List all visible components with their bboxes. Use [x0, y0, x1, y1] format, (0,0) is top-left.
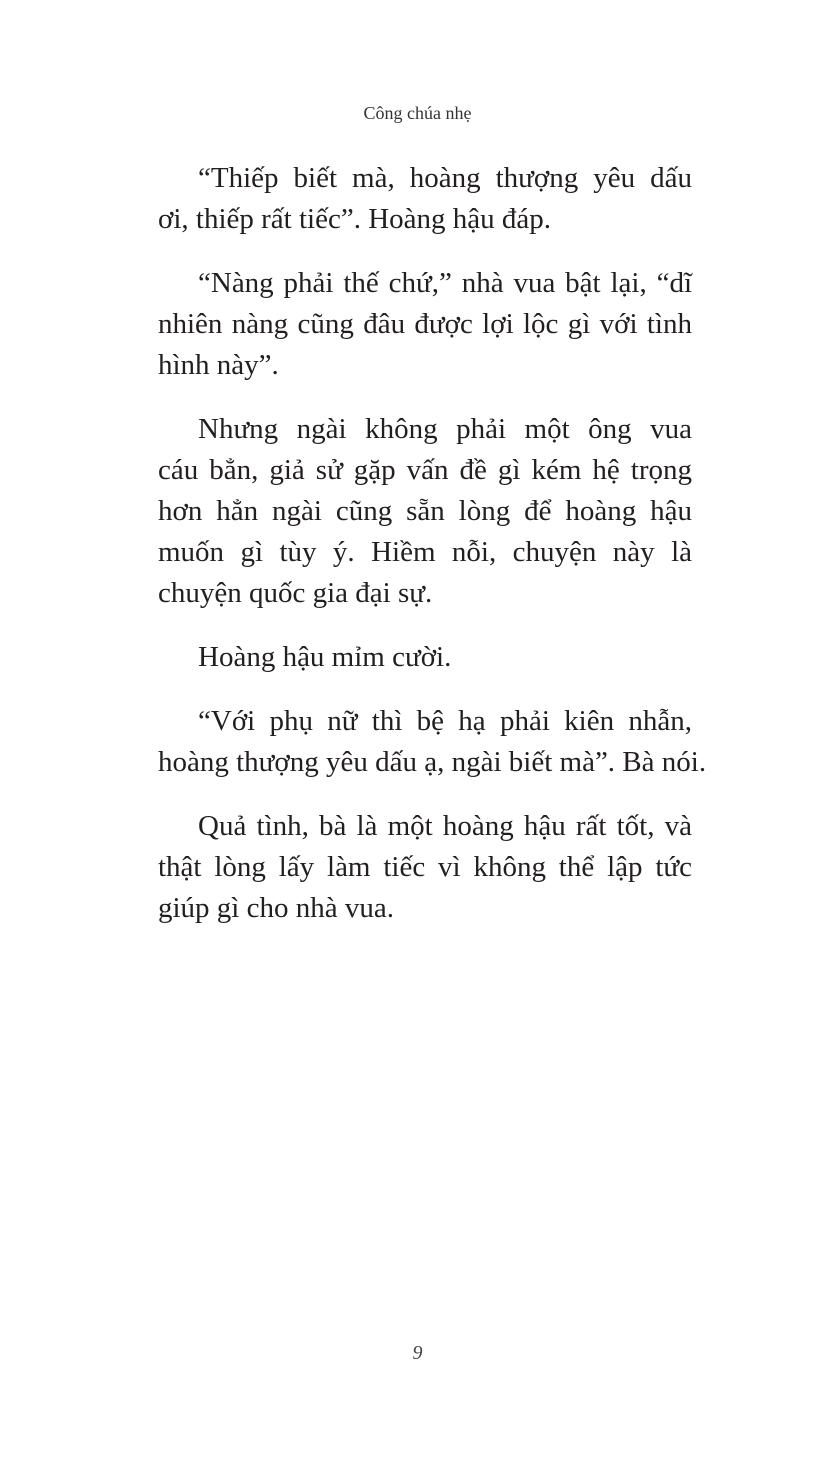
paragraph — [158, 806, 692, 929]
text-line: cáu bẳn, giả sử gặp vấn đề gì kém hệ trọng — [158, 454, 692, 486]
text-line: ơi, thiếp rất tiếc”. Hoàng hậu đáp. — [158, 203, 552, 235]
text-line: hình này”. — [158, 349, 279, 381]
text-line: thật lòng lấy làm tiếc vì không thể lập tức — [158, 851, 692, 883]
running-header: Công chúa nhẹ — [363, 103, 472, 123]
paragraph — [158, 637, 692, 678]
text-line: chuyện quốc gia đại sự. — [158, 577, 433, 609]
paragraph — [158, 263, 692, 386]
text-line: giúp gì cho nhà vua. — [158, 892, 394, 924]
text-line: Hoàng hậu mỉm cười. — [198, 641, 452, 673]
paragraph — [158, 409, 692, 614]
text-line: hơn hẳn ngài cũng sẵn lòng để hoàng hậu — [158, 495, 692, 527]
text-line: muốn gì tùy ý. Hiềm nỗi, chuyện này là — [158, 536, 692, 568]
page-body — [158, 158, 707, 952]
text-line: “Nàng phải thế chứ,” nhà vua bật lại, “dĩ — [198, 267, 692, 299]
text-line: Quả tình, bà là một hoàng hậu rất tốt, và — [198, 810, 692, 842]
text-line: Nhưng ngài không phải một ông vua — [198, 413, 692, 445]
paragraph — [158, 158, 692, 240]
page-number: 9 — [412, 1342, 423, 1364]
text-line: hoàng thượng yêu dấu ạ, ngài biết mà”. Bà nói. — [158, 746, 707, 778]
text-line: “Thiếp biết mà, hoàng thượng yêu dấu — [198, 162, 692, 194]
text-line: nhiên nàng cũng đâu được lợi lộc gì với tình — [158, 308, 692, 340]
text-line: “Với phụ nữ thì bệ hạ phải kiên nhẫn, — [198, 705, 692, 737]
paragraph — [158, 701, 707, 783]
